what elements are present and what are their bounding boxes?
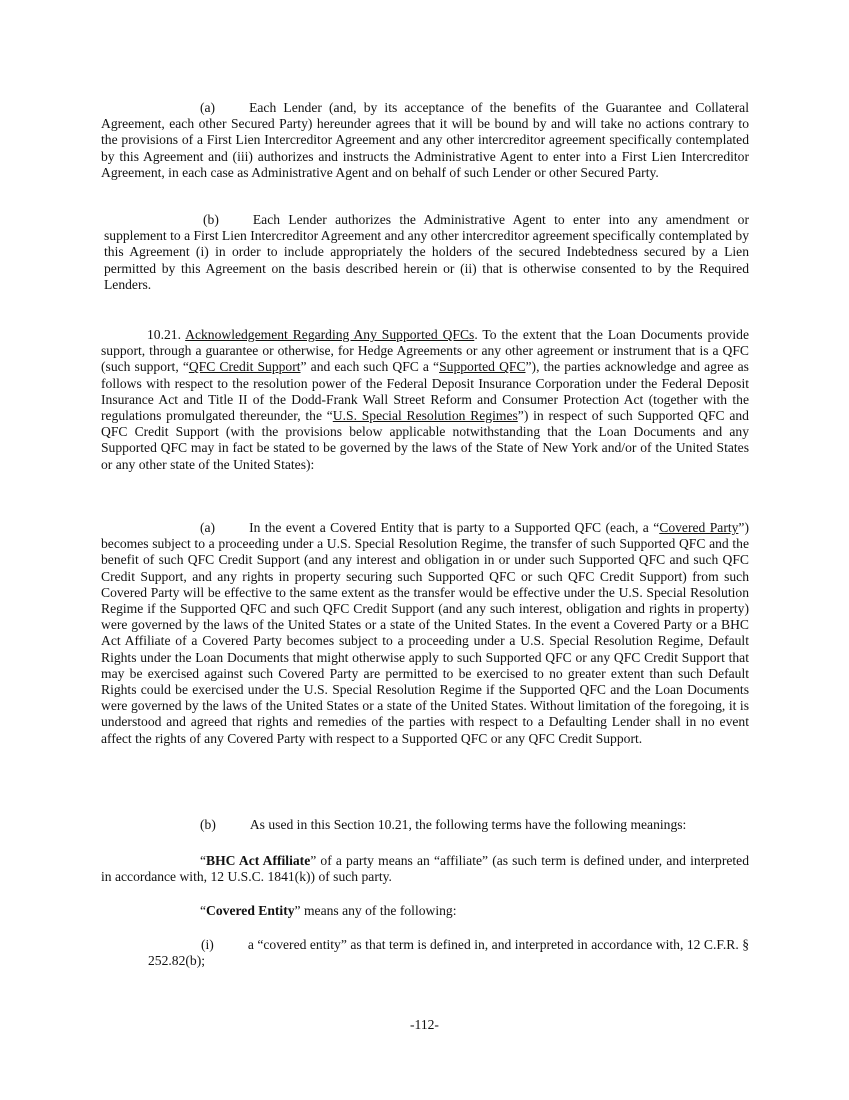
paragraph-a-intercreditor (101, 100, 749, 181)
defined-term: BHC Act Affiliate (206, 853, 311, 868)
paragraph-label: (a) (200, 520, 216, 535)
section-text: ” and each such QFC a “ (300, 359, 440, 375)
definition-covered-entity (101, 903, 749, 919)
paragraph-text: As used in this Section 10.21, the following terms have the following meanings: (249, 817, 687, 832)
definition-text: ” means any of the following: (294, 903, 457, 918)
paragraph-label: (a) (200, 100, 216, 115)
definition-text: ” of a party means an “affiliate” (as such term is defined under, and interpreted in accordance with, 12 U.S.C. 1841(k)) of such party. (101, 853, 749, 885)
quote-mark: “ (200, 903, 207, 918)
list-item-label: (i) (201, 937, 214, 952)
defined-term: U.S. Special Resolution Regimes (332, 408, 518, 424)
paragraph-b-definitions-intro (101, 817, 749, 833)
list-item-i (148, 937, 749, 969)
defined-term: Covered Entity (206, 903, 295, 918)
quote-mark: “ (200, 853, 207, 868)
paragraph-a-covered-party (101, 520, 749, 747)
section-10-21 (101, 327, 749, 473)
list-item-text: a “covered entity” as that term is defined in, and interpreted in accordance with, 12 C.F.R. § 252.82(b); (148, 937, 749, 969)
section-number: 10.21. (147, 327, 181, 342)
paragraph-label: (b) (203, 212, 219, 227)
paragraph-label: (b) (200, 817, 216, 832)
section-text: ”), the parties acknowledge and agree as follows with respect to the resolution power of the Federal Deposit Insurance Corporation under the Federal Deposit Insurance Act and Title II of the Dodd-Frank Wall Street Reform and Consumer Protection Act (together with the regulations promulgated thereunder, the “ (101, 359, 749, 424)
defined-term: QFC Credit Support (188, 359, 301, 375)
paragraph-text: In the event a Covered Entity that is party to a Supported QFC (each, a “ (249, 520, 660, 535)
paragraph-text: Each Lender (and, by its acceptance of the benefits of the Guarantee and Collateral Agreement, each other Secured Party) hereunder agrees that it will be bound by and will take no actions contrary to the provisions of a First Lien Intercreditor Agreement and any other intercreditor agreement specifically contemplated by this Agreement and (iii) authorizes and instructs the Administrative Agent to enter into a First Lien Intercreditor Agreement, in each case as Administrative Agent and on behalf of such Lender or other Secured Party. (101, 100, 749, 180)
defined-term: Covered Party (659, 520, 739, 535)
paragraph-text: Each Lender authorizes the Administrative Agent to enter into any amendment or supplement to a First Lien Intercreditor Agreement and any other intercreditor agreement specifically contemplated by this Agreement (i) in order to include appropriately the holders of the secured Indebtedness secured by a Lien permitted by this Agreement on the basis described herein or (ii) that is otherwise consented to by the Required Lenders. (104, 212, 749, 292)
section-heading: Acknowledgement Regarding Any Supported QFCs (185, 327, 475, 342)
section-text: ”) in respect of such Supported QFC and QFC Credit Support (with the provisions below applicable notwithstanding that the Loan Documents and any Supported QFC may in fact be stated to be governed by the laws of the State of New York and/or of the United States or any other state of the United States): (101, 408, 749, 472)
definition-bhc-act-affiliate (101, 853, 749, 885)
paragraph-b-authorization (104, 212, 749, 293)
page-number: -112- (410, 1017, 439, 1032)
defined-term: Supported QFC (439, 359, 526, 375)
paragraph-text: ”) becomes subject to a proceeding under a U.S. Special Resolution Regime, the transfer of such Supported QFC and the benefit of such QFC Credit Support (and any interest and obligation in or under such Supported QFC and such QFC Credit Support, and any rights in property securing such Supported QFC or such QFC Credit Support) from such Covered Party will be effective to the same extent as the transfer would be effective under the U.S. Special Resolution Regime if the Supported QFC and such QFC Credit Support (and any such interest, obligation and rights in property) were governed by the laws of the United States or a state of the United States. In the event a Covered Party or a BHC Act Affiliate of a Covered Party becomes subject to a proceeding under a U.S. Special Resolution Regime, Default Rights under the Loan Documents that might otherwise apply to such Supported QFC or any QFC Credit Support that may be exercised against such Covered Party are permitted to be exercised to no greater extent than such Default Rights could be exercised under the U.S. Special Resolution Regime if the Supported QFC and the Loan Documents were governed by the laws of the United States or a state of the United States. Without limitation of the foregoing, it is understood and agreed that rights and remedies of the parties with respect to a Defaulting Lender shall in no event affect the rights of any Covered Party with respect to a Supported QFC or any QFC Credit Support. (101, 520, 749, 746)
section-text: . To the extent that the Loan Documents provide support, through a guarantee or otherwise, for Hedge Agreements or any other agreement or instrument that is a QFC (such support, “ (101, 327, 749, 375)
